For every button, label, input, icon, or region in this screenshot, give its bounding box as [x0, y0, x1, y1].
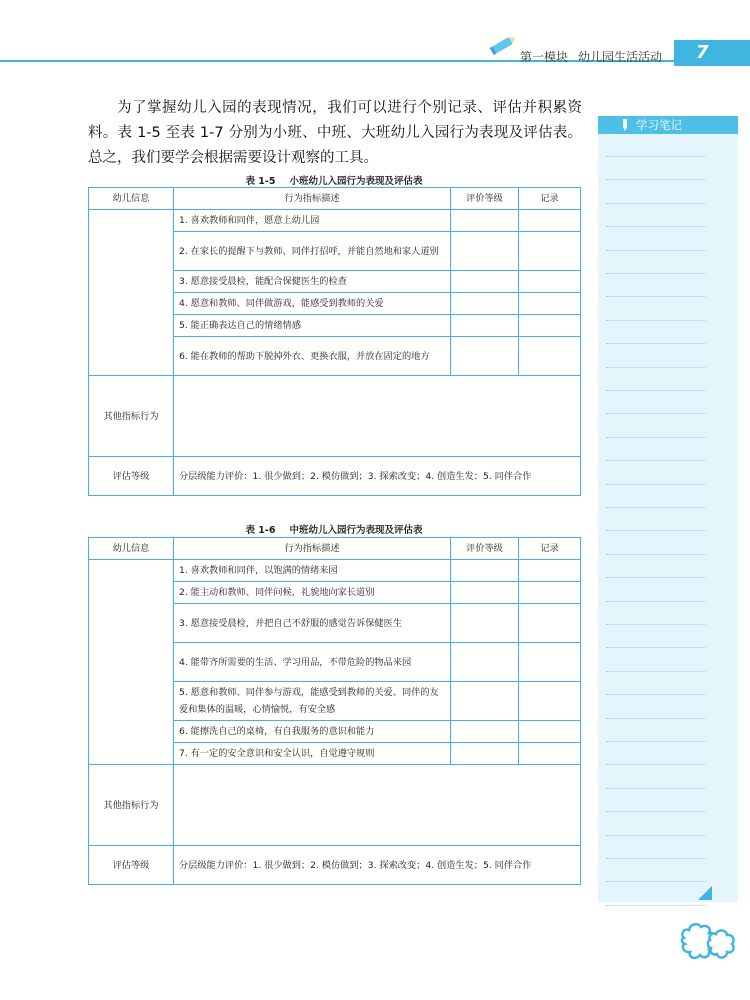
pencil-icon	[488, 34, 518, 56]
note-line	[606, 226, 706, 227]
note-line	[606, 437, 706, 438]
rating-cell[interactable]	[451, 560, 519, 582]
behavior-item: 4. 能带齐所需要的生活、学习用品，不带危险的物品来园	[174, 643, 451, 682]
note-line	[606, 741, 706, 742]
record-cell[interactable]	[519, 643, 581, 682]
table-row	[89, 210, 581, 232]
table-row	[89, 376, 581, 457]
behavior-item: 2. 能主动和教师、同伴问候，礼貌地向家长道别	[174, 582, 451, 604]
note-line	[606, 203, 706, 204]
table-title: 中班幼儿入园行为表现及评估表	[289, 525, 423, 536]
table-number: 表 1-6	[245, 525, 276, 536]
puzzle-icon	[676, 918, 738, 968]
study-notes-title: 学习笔记	[636, 118, 682, 132]
other-behavior-cell[interactable]	[174, 376, 581, 457]
table-row	[89, 457, 581, 496]
note-line	[606, 577, 706, 578]
record-cell[interactable]	[519, 315, 581, 337]
header-title	[520, 48, 662, 65]
rating-cell[interactable]	[451, 232, 519, 271]
note-line	[606, 343, 706, 344]
table-header-row	[89, 188, 581, 210]
behavior-item: 6. 能擦洗自己的桌椅，有自我服务的意识和能力	[174, 721, 451, 743]
grade-label: 评估等级	[89, 457, 174, 496]
note-line	[606, 835, 706, 836]
other-behavior-cell[interactable]	[174, 765, 581, 846]
header-cell: 评价等级	[451, 188, 519, 210]
record-cell[interactable]	[519, 293, 581, 315]
note-line	[606, 671, 706, 672]
header-cell: 行为指标描述	[174, 538, 451, 560]
note-line	[606, 554, 706, 555]
note-line	[606, 530, 706, 531]
table-row	[89, 846, 581, 885]
table-header-row	[89, 538, 581, 560]
record-cell[interactable]	[519, 337, 581, 376]
record-cell[interactable]	[519, 682, 581, 721]
behavior-item: 3. 愿意接受晨检，能配合保健医生的检查	[174, 271, 451, 293]
note-line	[606, 320, 706, 321]
child-info-cell[interactable]	[89, 210, 174, 376]
behavior-item: 5. 能正确表达自己的情绪情感	[174, 315, 451, 337]
note-line	[606, 367, 706, 368]
header-cell: 幼儿信息	[89, 538, 174, 560]
evaluation-table	[88, 187, 581, 496]
corner-triangle	[698, 886, 712, 900]
evaluation-table	[88, 537, 581, 885]
note-line	[606, 811, 706, 812]
rating-cell[interactable]	[451, 210, 519, 232]
grade-description: 分层级能力评价：1. 很少做到；2. 模仿做到；3. 探索改变；4. 创造生发；5. 同伴合作	[174, 457, 581, 496]
table-title: 小班幼儿入园行为表现及评估表	[289, 176, 423, 187]
rating-cell[interactable]	[451, 743, 519, 765]
study-notes-header	[598, 116, 738, 134]
note-line	[606, 179, 706, 180]
table-caption	[88, 173, 580, 187]
note-line	[606, 647, 706, 648]
rating-cell[interactable]	[451, 337, 519, 376]
rating-cell[interactable]	[451, 315, 519, 337]
rating-cell[interactable]	[451, 604, 519, 643]
note-line	[606, 788, 706, 789]
behavior-item: 3. 愿意接受晨检，并把自己不舒服的感觉告诉保健医生	[174, 604, 451, 643]
module-name: 第一模块	[520, 50, 569, 64]
header-cell: 记录	[519, 538, 581, 560]
record-cell[interactable]	[519, 743, 581, 765]
record-cell[interactable]	[519, 582, 581, 604]
behavior-item: 7. 有一定的安全意识和安全认识，自觉遵守规则	[174, 743, 451, 765]
behavior-item: 5. 愿意和教师、同伴参与游戏，能感受到教师的关爱、同伴的友爱和集体的温暖，心情愉悦，有安全感	[174, 682, 451, 721]
table-row	[89, 560, 581, 582]
other-behavior-label: 其他指标行为	[89, 376, 174, 457]
study-notes-sidebar	[598, 116, 738, 902]
record-cell[interactable]	[519, 271, 581, 293]
note-line	[606, 413, 706, 414]
note-line	[606, 296, 706, 297]
note-line	[606, 624, 706, 625]
record-cell[interactable]	[519, 560, 581, 582]
header-cell: 记录	[519, 188, 581, 210]
rating-cell[interactable]	[451, 293, 519, 315]
note-line	[606, 250, 706, 251]
header-cell: 评价等级	[451, 538, 519, 560]
rating-cell[interactable]	[451, 682, 519, 721]
behavior-item: 1. 喜欢教师和同伴，愿意上幼儿园	[174, 210, 451, 232]
rating-cell[interactable]	[451, 721, 519, 743]
intro-text: 为了掌握幼儿入园的表现情况，我们可以进行个别记录、评估并积累资料。表 1-5 至表 1-7 分别为小班、中班、大班幼儿入园行为表现及评估表。总之，我们要学会根据需要设计观察的工具。	[88, 100, 582, 166]
record-cell[interactable]	[519, 721, 581, 743]
rating-cell[interactable]	[451, 643, 519, 682]
table-number: 表 1-5	[245, 176, 276, 187]
note-line	[606, 764, 706, 765]
record-cell[interactable]	[519, 604, 581, 643]
note-line	[606, 273, 706, 274]
behavior-item: 1. 喜欢教师和同伴，以饱满的情绪来园	[174, 560, 451, 582]
page-number: 7	[674, 40, 750, 66]
record-cell[interactable]	[519, 210, 581, 232]
note-line	[606, 718, 706, 719]
pen-icon	[620, 119, 630, 131]
rating-cell[interactable]	[451, 582, 519, 604]
table-caption	[88, 522, 580, 536]
behavior-item: 4. 愿意和教师、同伴做游戏，能感受到教师的关爱	[174, 293, 451, 315]
header-cell: 行为指标描述	[174, 188, 451, 210]
note-line	[606, 694, 706, 695]
note-line	[606, 390, 706, 391]
module-title: 幼儿园生活活动	[578, 50, 663, 64]
record-cell[interactable]	[519, 232, 581, 271]
note-line	[606, 858, 706, 859]
table-row	[89, 765, 581, 846]
note-line	[606, 507, 706, 508]
note-line	[606, 881, 706, 882]
child-info-cell[interactable]	[89, 560, 174, 765]
grade-description: 分层级能力评价：1. 很少做到；2. 模仿做到；3. 探索改变；4. 创造生发；5. 同伴合作	[174, 846, 581, 885]
note-lines	[606, 136, 706, 882]
other-behavior-label: 其他指标行为	[89, 765, 174, 846]
header-cell: 幼儿信息	[89, 188, 174, 210]
note-line	[606, 484, 706, 485]
note-line	[606, 601, 706, 602]
note-line	[606, 156, 706, 157]
rating-cell[interactable]	[451, 271, 519, 293]
behavior-item: 2. 在家长的提醒下与教师、同伴打招呼，并能自然地和家人道别	[174, 232, 451, 271]
intro-paragraph	[88, 96, 582, 171]
note-line	[606, 905, 706, 906]
grade-label: 评估等级	[89, 846, 174, 885]
behavior-item: 6. 能在教师的帮助下脱掉外衣、更换衣服，并放在固定的地方	[174, 337, 451, 376]
note-line	[606, 460, 706, 461]
